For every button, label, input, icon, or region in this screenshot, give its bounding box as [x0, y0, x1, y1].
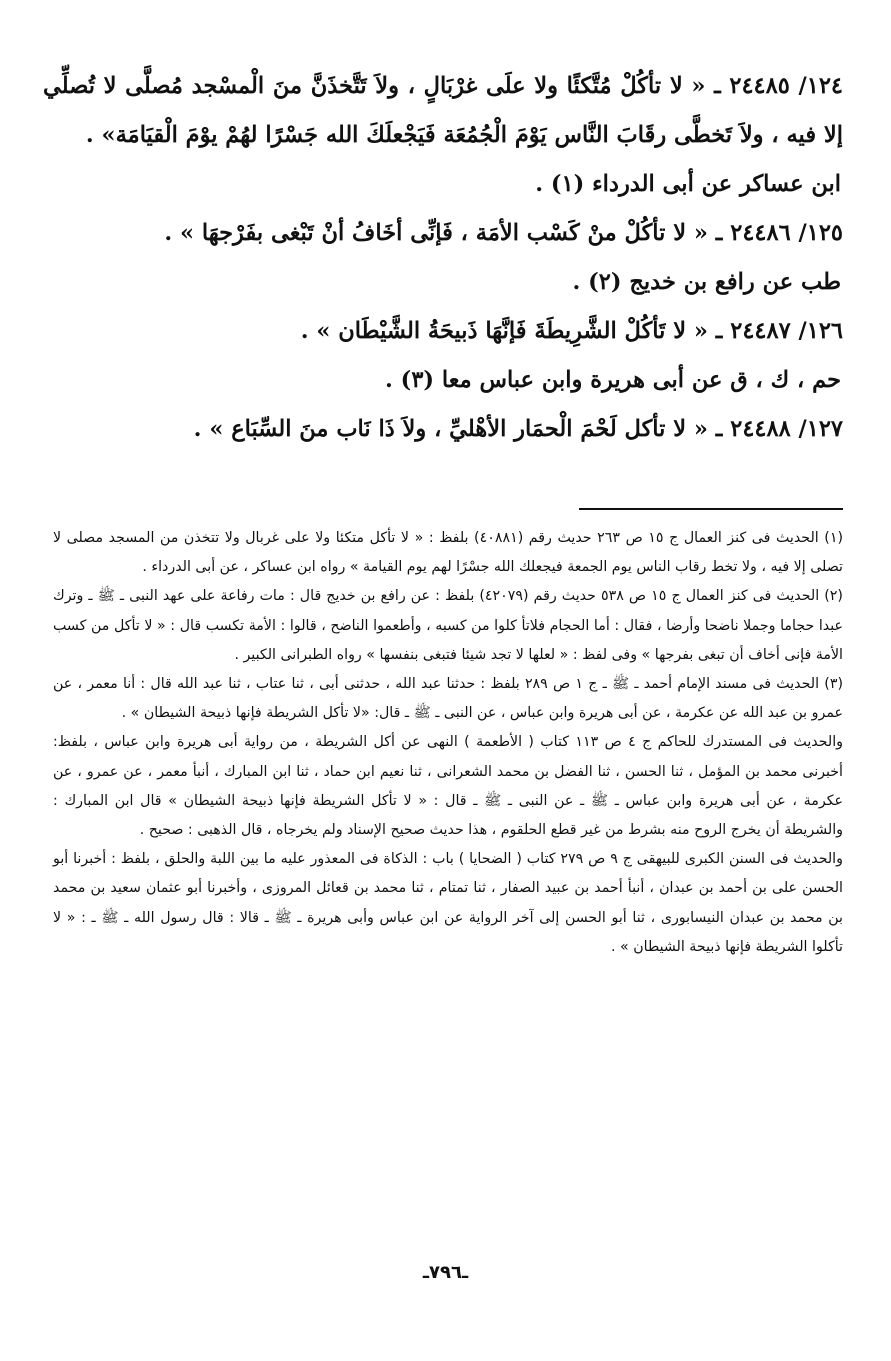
footnotes [53, 524, 843, 962]
footnote-divider [579, 508, 843, 510]
footnote-continuation: والحديث فى المستدرك للحاكم ج ٤ ص ١١٣ كتاب ( الأطعمة ) النهى عن أكل الشريطة ، من رواية أبى هريرة وابن عباس ، بلفظ: أخبرنى محمد بن المؤمل ، ثنا الحسن ، ثنا الفضل بن محمد الشعرانى ، ثنا نعيم ابن حماد ، ثنا ابن المبارك ، أنبأ معمر ، عن عمرو ، عن عكرمة ، عن أبى هريرة وابن عباس ـ ﷺ ـ عن النبى ـ ﷺ ـ قال : « لا تأكل الشريطة فإنها ذبيحة الشيطان » قال ابن المبارك : والشريطة أن يخرج الروح منه بشرط من غير قطع الحلقوم ، هذا حديث صحيح الإسناد ولم يخرجاه ، قال الذهبى : صحيح . [53, 734, 843, 839]
hadith-source: حم ، ك ، ق عن أبى هريرة وابن عباس معا (٣) . [385, 367, 841, 393]
main-text [43, 62, 843, 454]
hadith-entry: ١٢٧/ ٢٤٤٨٨ ـ « لا تأكل لَحْمَ الْحمَار الأهْليِّ ، ولاَ ذَا نَاب منَ السِّبَاع » . [193, 416, 843, 442]
hadith-entry: ١٢٦/ ٢٤٤٨٧ ـ « لا تَأكُلْ الشَّرِيطَةَ فَإنَّهَا ذَبيحَةُ الشَّيْطَان » . [300, 318, 843, 344]
page-number: ـ٧٩٦ـ [422, 1262, 469, 1283]
footnote: (٣) الحديث فى مسند الإمام أحمد ـ ﷺ ـ ج ١ ص ٢٨٩ بلفظ : حدثنا عبد الله ، حدثنى أبى ، ثنا عتاب ، ثنا عبد الله قال : أنا معمر ، عن عمرو بن عبد الله عن عكرمة ، عن أبى هريرة وابن عباس ، عن النبى ـ ﷺ ـ قال: «لا تأكل الشريطة فإنها ذبيحة الشيطان » . [53, 676, 843, 722]
footnote: (١) الحديث فى كنز العمال ج ١٥ ص ٢٦٣ حديث رقم (٤٠٨٨١) بلفظ : « لا تأكل متكئا ولا على غربال ولا تتخذن من المسجد مصلى لا تصلى إلا فيه ، ولا تخط رقاب الناس يوم الجمعة فيجعلك الله جسْرًا لهم يوم القيامة » رواه ابن عساكر ، عن أبى الدرداء . [53, 530, 843, 576]
hadith-source: ابن عساكر عن أبى الدرداء (١) . [535, 171, 841, 197]
footnote-continuation: والحديث فى السنن الكبرى للبيهقى ج ٩ ص ٢٧٩ كتاب ( الضحايا ) باب : الذكاة فى المعذور عليه ما بين اللبة والحلق ، بلفظ : أخبرنا أبو الحسن على بن أحمد بن عبدان ، أنبأ أحمد بن عبيد الصفار ، ثنا تمتام ، ثنا محمد بن قعائل المروزى ، وأخبرنا أبو عثمان سعيد بن محمد بن محمد بن عبدان النيسابورى ، ثنا أبو الحسن إلى آخر الرواية عن ابن عباس وأبى هريرة ـ ﷺ ـ قالا : قال رسول الله ـ ﷺ ـ : « لا تأكلوا الشريطة فإنها ذبيحة الشيطان » . [53, 851, 843, 955]
hadith-entry: ١٢٥/ ٢٤٤٨٦ ـ « لا تأكُلْ منْ كَسْب الأمَة ، فَإنِّى أخَافُ أنْ تَبْغى بفَرْجهَا » . [164, 220, 843, 246]
hadith-entry: ١٢٤/ ٢٤٤٨٥ ـ « لا تأكُلْ مُتَّكئًا ولا علَى غرْبَالٍ ، ولاَ تَتَّخذَنَّ منَ الْمسْجد مُصلَّى لا تُصلِّي إلا فيه ، ولاَ تَخطَّى رقَابَ النَّاس يَوْمَ الْجُمُعَة فَيَجْعلَكَ الله جَسْرًا لهُمْ يوْمَ الْقيَامَة» . [43, 73, 843, 148]
footnote: (٢) الحديث فى كنز العمال ج ١٥ ص ٥٣٨ حديث رقم (٤٢٠٧٩) بلفظ : عن رافع بن خديج قال : مات رفاعة على عهد النبى ـ ﷺ ـ وترك عبدا حجاما وجملا ناضحا وأرضا ، فقال : أما الحجام فلاتأ كلوا من كسبه ، وأطعموا الناضح ، قالوا : الأمة تكسب قال : « لا تأكل من كسب الأمة فإنى أخاف أن تبغى بفرجها » وفى لفظ : « لعلها لا تجد شيئا فتبغى بنفسها » رواه الطبرانى الكبير . [53, 588, 843, 663]
hadith-source: طب عن رافع بن خديج (٢) . [572, 269, 841, 295]
